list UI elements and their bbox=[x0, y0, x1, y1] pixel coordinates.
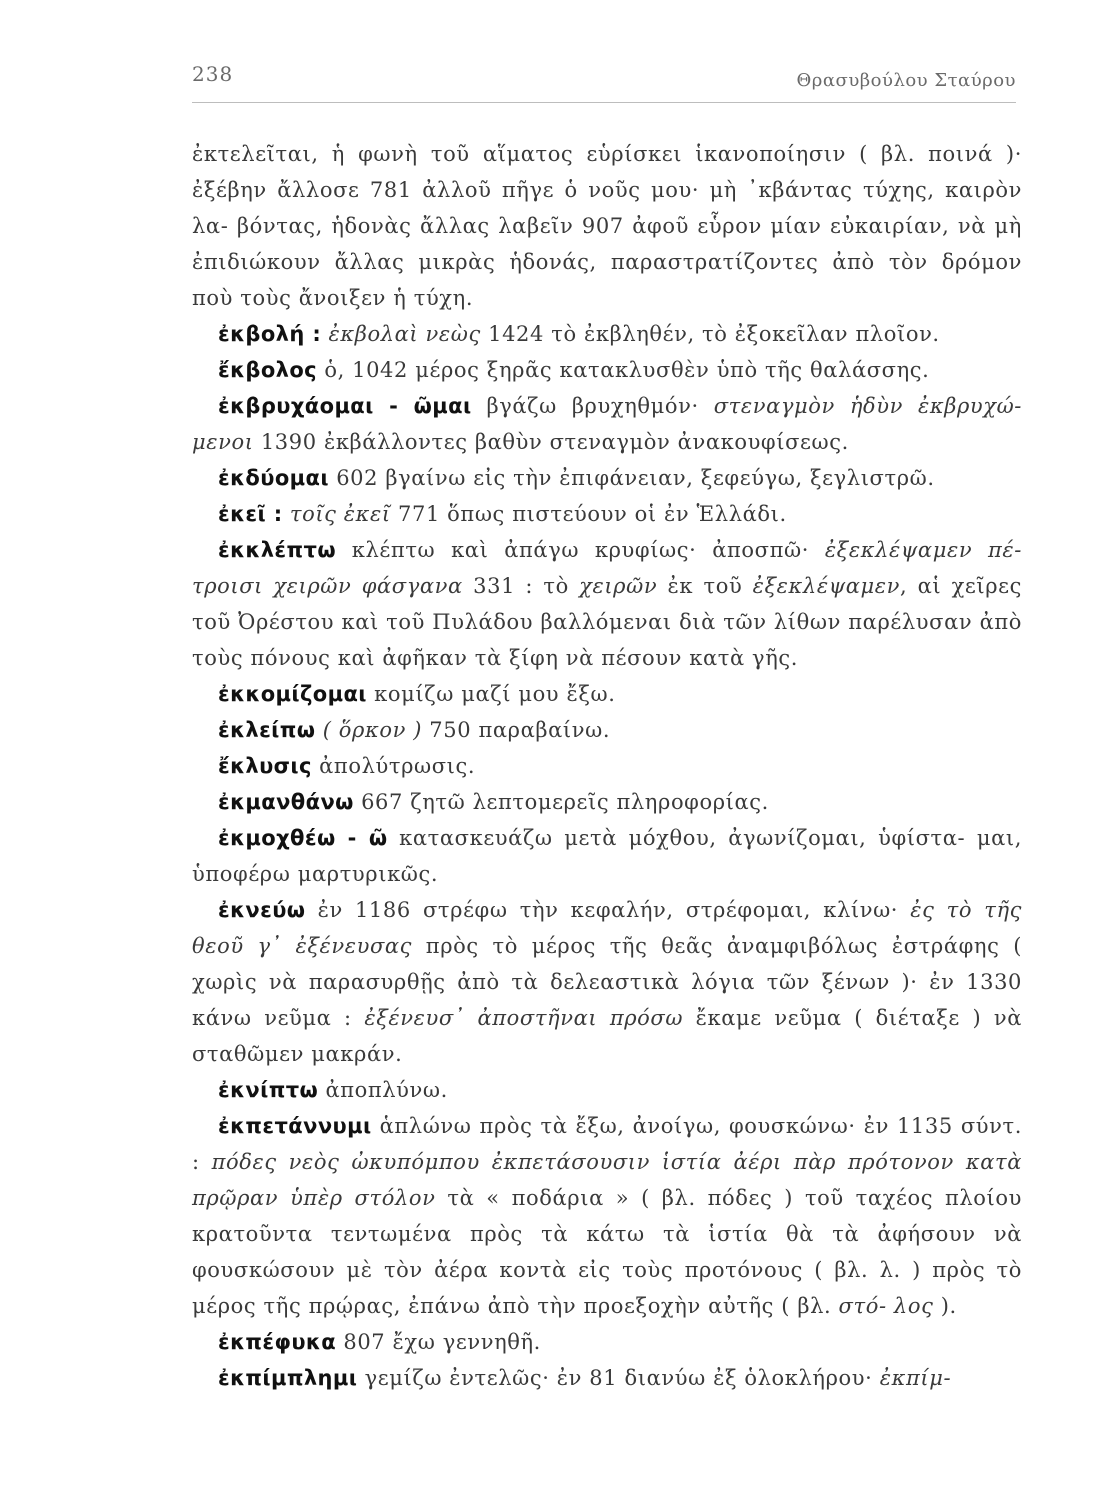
entry-text: 750 παραβαίνω. bbox=[422, 718, 611, 742]
entry-text: , αἱ χεῖρες τοῦ Ὀρέστου καὶ τοῦ Πυλάδου βαλλόμεναι διὰ τῶν λίθων παρέλυσαν ἀπὸ τοὺς πόνους καὶ ἀφῆκαν τὰ ξίφη νὰ πέσουν κατὰ γῆς. bbox=[192, 574, 1022, 670]
quoted-phrase: ἐξεκλέψαμεν bbox=[752, 574, 901, 598]
text-line: ἐξέβην ἄλλοσε 781 ἀλλοῦ πῆγε ὁ νοῦς μου· μὴ ᾽κβάντας τύχης, καιρὸν λα- bbox=[192, 178, 1022, 238]
glossary-entry bbox=[192, 352, 1022, 388]
headword: ἐκδύομαι bbox=[218, 466, 329, 490]
headword: ἐκνεύω bbox=[218, 898, 306, 922]
headword: ἐκνίπτω bbox=[218, 1078, 319, 1102]
entry-text: ἔκαμε νεῦμα ( διέταξε ) νὰ σταθῶμεν μακράν. bbox=[192, 1006, 1022, 1066]
glossary-entry bbox=[192, 748, 1022, 784]
entry-text: ἐκ τοῦ bbox=[657, 574, 753, 598]
quoted-phrase: ( ὅρκον ) bbox=[322, 718, 423, 742]
quoted-phrase: χειρῶν bbox=[579, 574, 658, 598]
entry-text: 771 ὅπως πιστεύουν οἱ ἐν Ἑλλάδι. bbox=[390, 502, 787, 526]
entry-text: ἐν 1186 στρέφω τὴν κεφαλήν, στρέφομαι, κλίνω· bbox=[305, 898, 911, 922]
entry-text: ἁπλώνω πρὸς τὰ ἔξω, ἀνοίγω, φουσκώνω· ἐν 1135 σύντ. : bbox=[192, 1114, 1022, 1174]
glossary-entry bbox=[192, 1324, 1022, 1360]
headword: ἐκκλέπτω bbox=[218, 538, 336, 562]
entry-text: 331 : τὸ bbox=[462, 574, 580, 598]
entry-text: πρὸς τὸ μέρος τῆς θεᾶς ἀναμφιβόλως ἐστράφης ( χωρὶς νὰ παρασυρθῇς ἀπὸ τὰ δελεαστικὰ λόγια τῶν ξένων )· ἐν 1330 κάνω νεῦμα : bbox=[192, 934, 1022, 1030]
headword: ἔκβολος bbox=[218, 358, 318, 382]
glossary-entry bbox=[192, 316, 1022, 352]
glossary-entry bbox=[192, 712, 1022, 748]
entry-text bbox=[283, 502, 290, 526]
quoted-phrase: στό- λος bbox=[838, 1294, 934, 1318]
text-line: βόντας, ἡδονὰς ἄλλας λαβεῖν 907 ἀφοῦ εὗρον μίαν εὐκαιρίαν, νὰ μὴ bbox=[236, 214, 1022, 238]
entry-text: κατασκευάζω μετὰ μόχθου, ἀγωνίζομαι, ὑφίστα- μαι, ὑποφέρω μαρτυρικῶς. bbox=[192, 826, 1022, 886]
quoted-phrase: ἐξένευσ᾽ ἀποστῆναι πρόσω bbox=[364, 1006, 684, 1030]
quoted-phrase: ἐξεκλέψαμεν πέ- τροισι χειρῶν φάσγανα bbox=[192, 538, 1022, 598]
glossary-entry bbox=[192, 820, 1022, 892]
text-line: ἐκτελεῖται, ἡ φωνὴ τοῦ αἵματος εὑρίσκει ἱκανοποίησιν ( βλ. ποινά )· bbox=[192, 142, 1022, 166]
headword: ἐκβολή : bbox=[218, 322, 322, 346]
glossary-entry bbox=[192, 460, 1022, 496]
entry-text: 807 ἔχω γεννηθῆ. bbox=[336, 1330, 541, 1354]
glossary-entry bbox=[192, 1072, 1022, 1108]
quoted-phrase: ἐς τὸ τῆς θεοῦ γ᾽ ἐξένευσας bbox=[192, 898, 1022, 958]
quoted-phrase: τοῖς ἐκεῖ bbox=[289, 502, 391, 526]
headword: ἐκμοχθέω - ῶ bbox=[218, 826, 388, 850]
headword: ἐκβρυχάομαι - ῶμαι bbox=[218, 394, 472, 418]
entry-text bbox=[315, 718, 322, 742]
headword: ἐκκομίζομαι bbox=[218, 682, 367, 706]
glossary-entry bbox=[192, 892, 1022, 1072]
quoted-phrase: πόδες νεὸς ὠκυπόμπου ἐκπετάσουσιν ἱστία ἀέρι πὰρ πρότονον κατὰ πρῷραν ὑπὲρ στόλον bbox=[192, 1150, 1022, 1210]
headword: ἐκμανθάνω bbox=[218, 790, 354, 814]
entry-text: 602 βγαίνω εἰς τὴν ἐπιφάνειαν, ξεφεύγω, ξεγλιστρῶ. bbox=[328, 466, 935, 490]
headword: ἐκεῖ : bbox=[218, 502, 283, 526]
entry-text: ὁ, 1042 μέρος ξηρᾶς κατακλυσθὲν ὑπὸ τῆς θαλάσσης. bbox=[317, 358, 930, 382]
glossary-entry bbox=[192, 388, 1022, 460]
running-head: Θρασυβούλου Σταύρου bbox=[796, 70, 1016, 91]
glossary-entry bbox=[192, 1360, 1022, 1396]
entry-text: ἀποπλύνω. bbox=[318, 1078, 448, 1102]
glossary-entry bbox=[192, 1108, 1022, 1324]
entry-text: τὰ « ποδάρια » ( βλ. πόδες ) τοῦ ταχέος πλοίου κρατοῦντα τεντωμένα πρὸς τὰ κάτω τὰ ἱστία θὰ τὰ ἀφήσουν νὰ φουσκώσουν μὲ τὸν ἀέρα κοντὰ εἰς τοὺς προτόνους ( βλ. λ. ) πρὸς τὸ μέρος τῆς πρῴρας, ἐπάνω ἀπὸ τὴν προεξοχὴν αὐτῆς ( βλ. bbox=[192, 1186, 1022, 1318]
text-line: ἐπιδιώκουν ἄλλας μικρὰς ἡδονάς, παραστρατίζοντες ἀπὸ τὸν δρόμον ποὺ bbox=[192, 250, 1022, 310]
page-header bbox=[192, 62, 1016, 103]
headword: ἔκλυσις bbox=[218, 754, 312, 778]
glossary-entry bbox=[192, 676, 1022, 712]
entry-text: ἀπολύτρωσις. bbox=[311, 754, 476, 778]
entry-text: ). bbox=[933, 1294, 957, 1318]
entry-text: γεμίζω ἐντελῶς· ἐν 81 διανύω ἐξ ὁλοκλήρου· bbox=[357, 1366, 880, 1390]
entry-text: 1390 ἐκβάλλοντες βαθὺν στεναγμὸν ἀνακουφίσεως. bbox=[253, 430, 849, 454]
glossary-text bbox=[192, 136, 1022, 1396]
continuation-paragraph bbox=[192, 136, 1022, 316]
entry-text: 1424 τὸ ἐκβληθέν, τὸ ἐξοκεῖλαν πλοῖον. bbox=[480, 322, 940, 346]
text-line: τοὺς ἄνοιξεν ἡ τύχη. bbox=[240, 286, 474, 310]
glossary-entry bbox=[192, 784, 1022, 820]
headword: ἐκπέφυκα bbox=[218, 1330, 337, 1354]
glossary-entry bbox=[192, 496, 1022, 532]
headword: ἐκπίμπλημι bbox=[218, 1366, 358, 1390]
entry-text: βγάζω βρυχηθμόν· bbox=[471, 394, 714, 418]
entry-text bbox=[321, 322, 328, 346]
entry-text: κομίζω μαζί μου ἔξω. bbox=[366, 682, 616, 706]
headword: ἐκπετάννυμι bbox=[218, 1114, 372, 1138]
page-number: 238 bbox=[192, 62, 234, 86]
quoted-phrase: ἐκπίμ- bbox=[879, 1366, 952, 1390]
glossary-entry bbox=[192, 532, 1022, 676]
quoted-phrase: στεναγμὸν ἡδὺν ἐκβρυχώ- μενοι bbox=[192, 394, 1023, 454]
entry-text: 667 ζητῶ λεπτομερεῖς πληροφορίας. bbox=[353, 790, 769, 814]
quoted-phrase: ἐκβολαὶ νεὼς bbox=[328, 322, 481, 346]
entry-text: κλέπτω καὶ ἀπάγω κρυφίως· ἀποσπῶ· bbox=[335, 538, 825, 562]
headword: ἐκλείπω bbox=[218, 718, 316, 742]
